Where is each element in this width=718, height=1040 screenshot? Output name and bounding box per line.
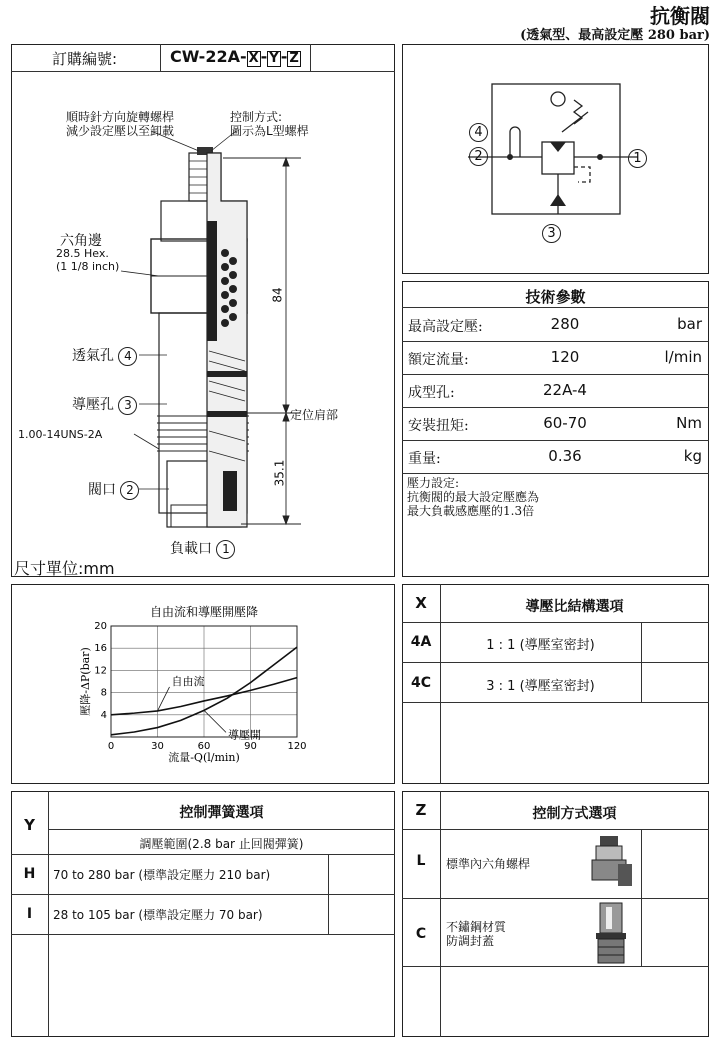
spec-value: 120	[550, 348, 580, 366]
y-row-desc-i: 28 to 105 bar (標準設定壓力 70 bar)	[53, 908, 263, 922]
order-code-x: X	[248, 51, 259, 66]
chart-y-axis-label: 壓降-ΔP(bar)	[79, 647, 92, 716]
chart-y-tick-label: 12	[94, 665, 107, 677]
x-row-desc-4c: 3 : 1 (導壓室密封)	[486, 679, 595, 694]
dim-84: 84	[270, 287, 285, 303]
port-3-label: 導壓孔 3	[72, 394, 137, 415]
chart-y-tick-label: 8	[100, 687, 107, 699]
port-2-number: 2	[120, 481, 139, 500]
specs-note-1: 壓力設定:	[407, 476, 460, 490]
cap-icon	[594, 901, 630, 965]
spec-label: 重量:	[408, 451, 441, 467]
chart-x-axis-label: 流量-Q(l/min)	[168, 751, 240, 764]
order-code-prefix: CW-22A-	[170, 47, 247, 66]
order-code-z: Z	[289, 51, 299, 66]
chart-title: 自由流和導壓開壓降	[149, 605, 259, 619]
chart-x-tick-label: 30	[151, 741, 164, 752]
y-row-desc-h: 70 to 280 bar (標準設定壓力 210 bar)	[53, 868, 271, 882]
x-row-code-4c: 4C	[410, 675, 431, 691]
x-row-desc-4a: 1 : 1 (導壓室密封)	[486, 638, 595, 653]
pressure-drop-chart	[11, 584, 395, 784]
order-code-dash-2: -	[280, 47, 288, 66]
spec-value: 0.36	[548, 447, 582, 465]
y-table-subtitle: 調壓範圍(2.8 bar 止回閥彈簧)	[139, 837, 304, 851]
specs-note-2: 抗衡閥的最大設定壓應為	[407, 490, 540, 504]
y-row-code-h: H	[23, 866, 36, 882]
symbol-port-3: 3	[542, 224, 561, 243]
spec-label: 安裝扭矩:	[408, 418, 469, 434]
port-3-number: 3	[118, 396, 137, 415]
chart-x-tick-label: 90	[244, 741, 257, 752]
note-control-2: 圖示為L型螺桿	[230, 124, 309, 138]
hex-label: 六角邊	[60, 233, 102, 249]
y-table-key: Y	[24, 816, 35, 834]
z-table-key: Z	[415, 801, 427, 819]
order-code-dash-1: -	[260, 47, 268, 66]
spec-label: 最高設定壓:	[408, 319, 483, 335]
chart-x-tick-label: 60	[197, 741, 211, 752]
chart-y-tick-label: 20	[94, 621, 107, 632]
order-code	[170, 47, 301, 67]
hex-size: 28.5 Hex.	[56, 247, 109, 260]
load-port-number: 1	[216, 540, 235, 559]
specs-title: 技術參數	[525, 288, 586, 306]
load-port-label: 負載口 1	[170, 538, 235, 559]
spec-value: 22A-4	[543, 381, 587, 399]
y-row-code-i: I	[26, 906, 33, 922]
z-table-title: 控制方式選項	[532, 806, 617, 822]
z-table	[402, 791, 709, 1037]
x-table-key: X	[415, 594, 427, 612]
z-row-desc-c-2: 防調封蓋	[446, 934, 495, 948]
port-4-label: 透氣孔 4	[72, 345, 137, 366]
z-row-code-c: C	[415, 926, 427, 942]
spec-unit: bar	[677, 315, 702, 333]
port-2-label: 閥口 2	[88, 479, 139, 500]
chart-y-tick-label: 4	[100, 709, 107, 721]
spec-value: 60-70	[543, 414, 587, 432]
valve-drawing	[11, 71, 395, 577]
chart-y-tick-label: 16	[94, 643, 107, 655]
order-code-y: Y	[269, 51, 279, 66]
chart-series-leader-0	[158, 687, 170, 711]
note-control: 控制方式:	[230, 110, 283, 124]
symbol-port-4: 4	[469, 123, 488, 142]
chart-x-tick-label: 120	[287, 741, 307, 752]
note-cw: 順時針方向旋轉螺桿	[66, 110, 175, 124]
spec-label: 成型孔:	[408, 385, 455, 401]
specs-note-3: 最大負載感應壓的1.3倍	[407, 504, 535, 518]
shoulder-label: 定位肩部	[290, 408, 339, 422]
symbol-port-2: 2	[469, 147, 488, 166]
chart-series-label-0: 自由流	[171, 674, 205, 688]
hex-screw-icon	[588, 834, 634, 892]
spec-value: 280	[550, 315, 580, 333]
spec-unit: kg	[683, 447, 702, 465]
chart-series-label-1: 導壓開	[228, 728, 261, 742]
page-title: 抗衡閥	[650, 4, 710, 28]
chart-series-leader-1	[204, 710, 226, 732]
spec-label: 額定流量:	[408, 352, 469, 368]
x-table-title: 導壓比結構選項	[525, 599, 624, 615]
thread-label: 1.00-14UNS-2A	[18, 428, 103, 441]
x-row-code-4a: 4A	[410, 634, 432, 650]
page-subtitle: (透氣型、最高設定壓 280 bar)	[520, 28, 710, 43]
y-table-title: 控制彈簧選項	[179, 805, 264, 821]
z-row-desc-c: 不鏽鋼材質	[446, 920, 507, 934]
dim-35-1: 35.1	[272, 459, 287, 487]
z-row-desc-l: 標準內六角螺桿	[446, 857, 531, 871]
note-cw-2: 減少設定壓以至卸載	[66, 124, 175, 138]
z-row-code-l: L	[416, 853, 426, 869]
unit-label: 尺寸單位:mm	[14, 559, 115, 578]
spec-unit: Nm	[676, 414, 702, 432]
symbol-port-1: 1	[628, 149, 647, 168]
port-4-number: 4	[118, 347, 137, 366]
chart-x-tick-label: 0	[107, 741, 115, 752]
spec-unit: l/min	[664, 348, 702, 366]
hex-inch: (1 1/8 inch)	[56, 260, 120, 273]
order-code-label: 訂購編號:	[52, 50, 118, 68]
